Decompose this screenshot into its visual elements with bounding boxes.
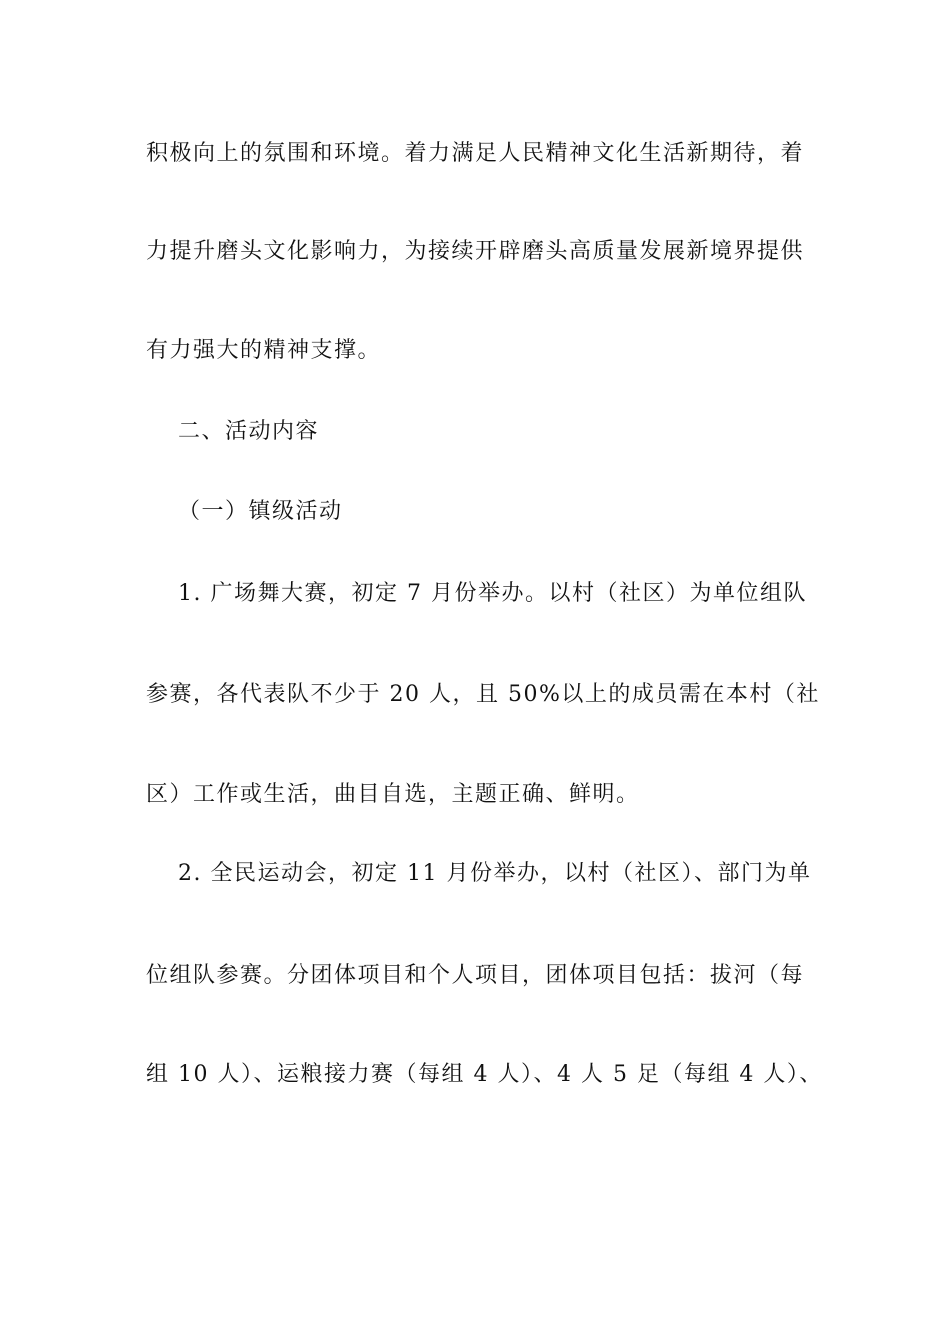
section-heading: 二、活动内容: [178, 419, 320, 444]
paragraph-line: 有力强大的精神支撑。: [146, 338, 382, 363]
subsection-heading: （一）镇级活动: [178, 499, 343, 524]
paragraph-line: 位组队参赛。分团体项目和个人项目，团体项目包括：拔河（每: [146, 963, 805, 988]
paragraph-line: 组 10 人）、运粮接力赛（每组 4 人）、4 人 5 足（每组 4 人）、: [146, 1062, 823, 1087]
paragraph-line: 参赛，各代表队不少于 20 人，且 50%以上的成员需在本村（社: [146, 682, 820, 707]
paragraph-line: 积极向上的氛围和环境。着力满足人民精神文化生活新期待，着: [146, 141, 805, 166]
list-item-line: 1. 广场舞大赛，初定 7 月份举办。以村（社区）为单位组队: [178, 581, 807, 606]
list-item-line: 2. 全民运动会，初定 11 月份举办，以村（社区）、部门为单: [178, 861, 812, 886]
paragraph-line: 区）工作或生活，曲目自选，主题正确、鲜明。: [146, 782, 640, 807]
paragraph-line: 力提升磨头文化影响力，为接续开辟磨头高质量发展新境界提供: [146, 239, 805, 264]
